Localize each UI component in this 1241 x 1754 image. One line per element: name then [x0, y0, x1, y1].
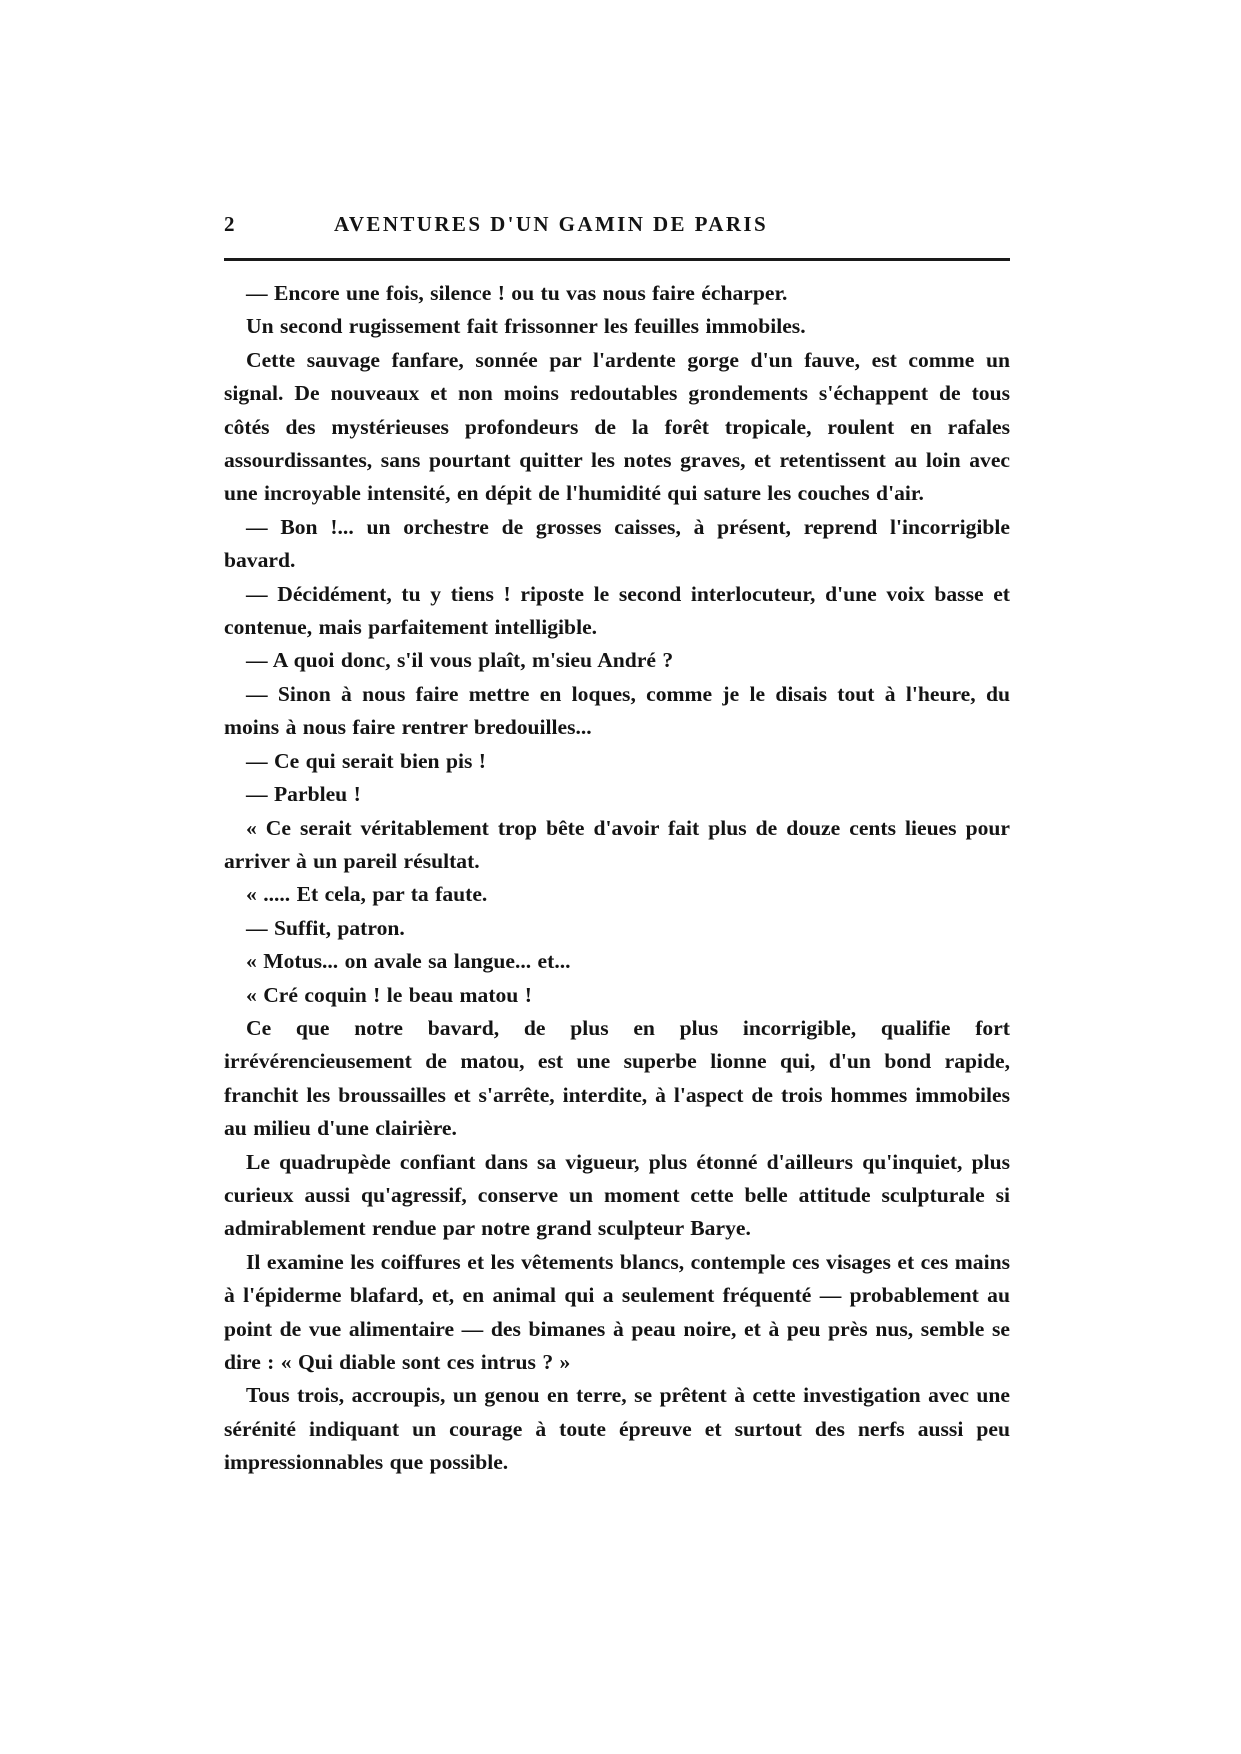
paragraph: Tous trois, accroupis, un genou en terre, se prêtent à cette investigation avec une sérénité indiquant un courage à toute épreuve et surtout des nerfs aussi peu impressionnables que possible.: [224, 1383, 1010, 1475]
book-page: [224, 212, 1010, 1480]
header-rule: [224, 258, 1010, 261]
paragraph: — Bon !... un orchestre de grosses caisses, à présent, reprend l'incorrigible bavard.: [224, 514, 1010, 573]
paragraph: — Suffit, patron.: [246, 915, 405, 940]
paragraph: Ce que notre bavard, de plus en plus incorrigible, qualifie fort irrévérencieusement de matou, est une superbe lionne qui, d'un bond rapide, franchit les broussailles et s'arrête, interdite, à l'aspect de trois hommes immobiles au milieu d'une clairière.: [224, 1015, 1010, 1141]
running-head: [224, 212, 1010, 246]
paragraph: — Parbleu !: [246, 782, 361, 807]
paragraph: Le quadrupède confiant dans sa vigueur, plus étonné d'ailleurs qu'inquiet, plus curieux aussi qu'agressif, conserve un moment cette belle attitude sculpturale si admirablement rendue par notre grand sculpteur Barye.: [224, 1149, 1010, 1241]
page-number: 2: [224, 212, 235, 236]
paragraph: Cette sauvage fanfare, sonnée par l'ardente gorge d'un fauve, est comme un signal. De nouveaux et non moins redoutables grondements s'échappent de tous côtés des mystérieuses profondeurs de la forêt tropicale, roulent en rafales assourdissantes, sans pourtant quitter les notes graves, et retentissent au loin avec une incroyable intensité, en dépit de l'humidité qui sature les couches d'air.: [224, 347, 1010, 506]
paragraph: « ..... Et cela, par ta faute.: [246, 882, 488, 907]
paragraph: — Encore une fois, silence ! ou tu vas nous faire écharper.: [246, 281, 788, 305]
paragraph: — Ce qui serait bien pis !: [246, 748, 486, 773]
paragraph: — Décidément, tu y tiens ! riposte le second interlocuteur, d'une voix basse et contenue, mais parfaitement intelligible.: [224, 581, 1010, 640]
paragraph: « Cré coquin ! le beau matou !: [246, 982, 532, 1007]
paragraph: Un second rugissement fait frissonner les feuilles immobiles.: [246, 314, 806, 339]
paragraph: « Ce serait véritablement trop bête d'avoir fait plus de douze cents lieues pour arriver à un pareil résultat.: [224, 815, 1010, 873]
paragraph: — Sinon à nous faire mettre en loques, comme je le disais tout à l'heure, du moins à nous faire rentrer bredouilles...: [224, 681, 1010, 740]
body-text: [224, 277, 1010, 1480]
paragraph: — A quoi donc, s'il vous plaît, m'sieu André ?: [246, 648, 674, 673]
paragraph: Il examine les coiffures et les vêtements blancs, contemple ces visages et ces mains à l'épiderme blafard, et, en animal qui a seulement fréquenté — probablement au point de vue alimentaire — des bimanes à peau noire, et à peu près nus, semble se dire : « Qui diable sont ces intrus ? »: [224, 1249, 1010, 1374]
paragraph: « Motus... on avale sa langue... et...: [246, 949, 571, 974]
running-title: AVENTURES D'UN GAMIN DE PARIS: [334, 212, 769, 236]
